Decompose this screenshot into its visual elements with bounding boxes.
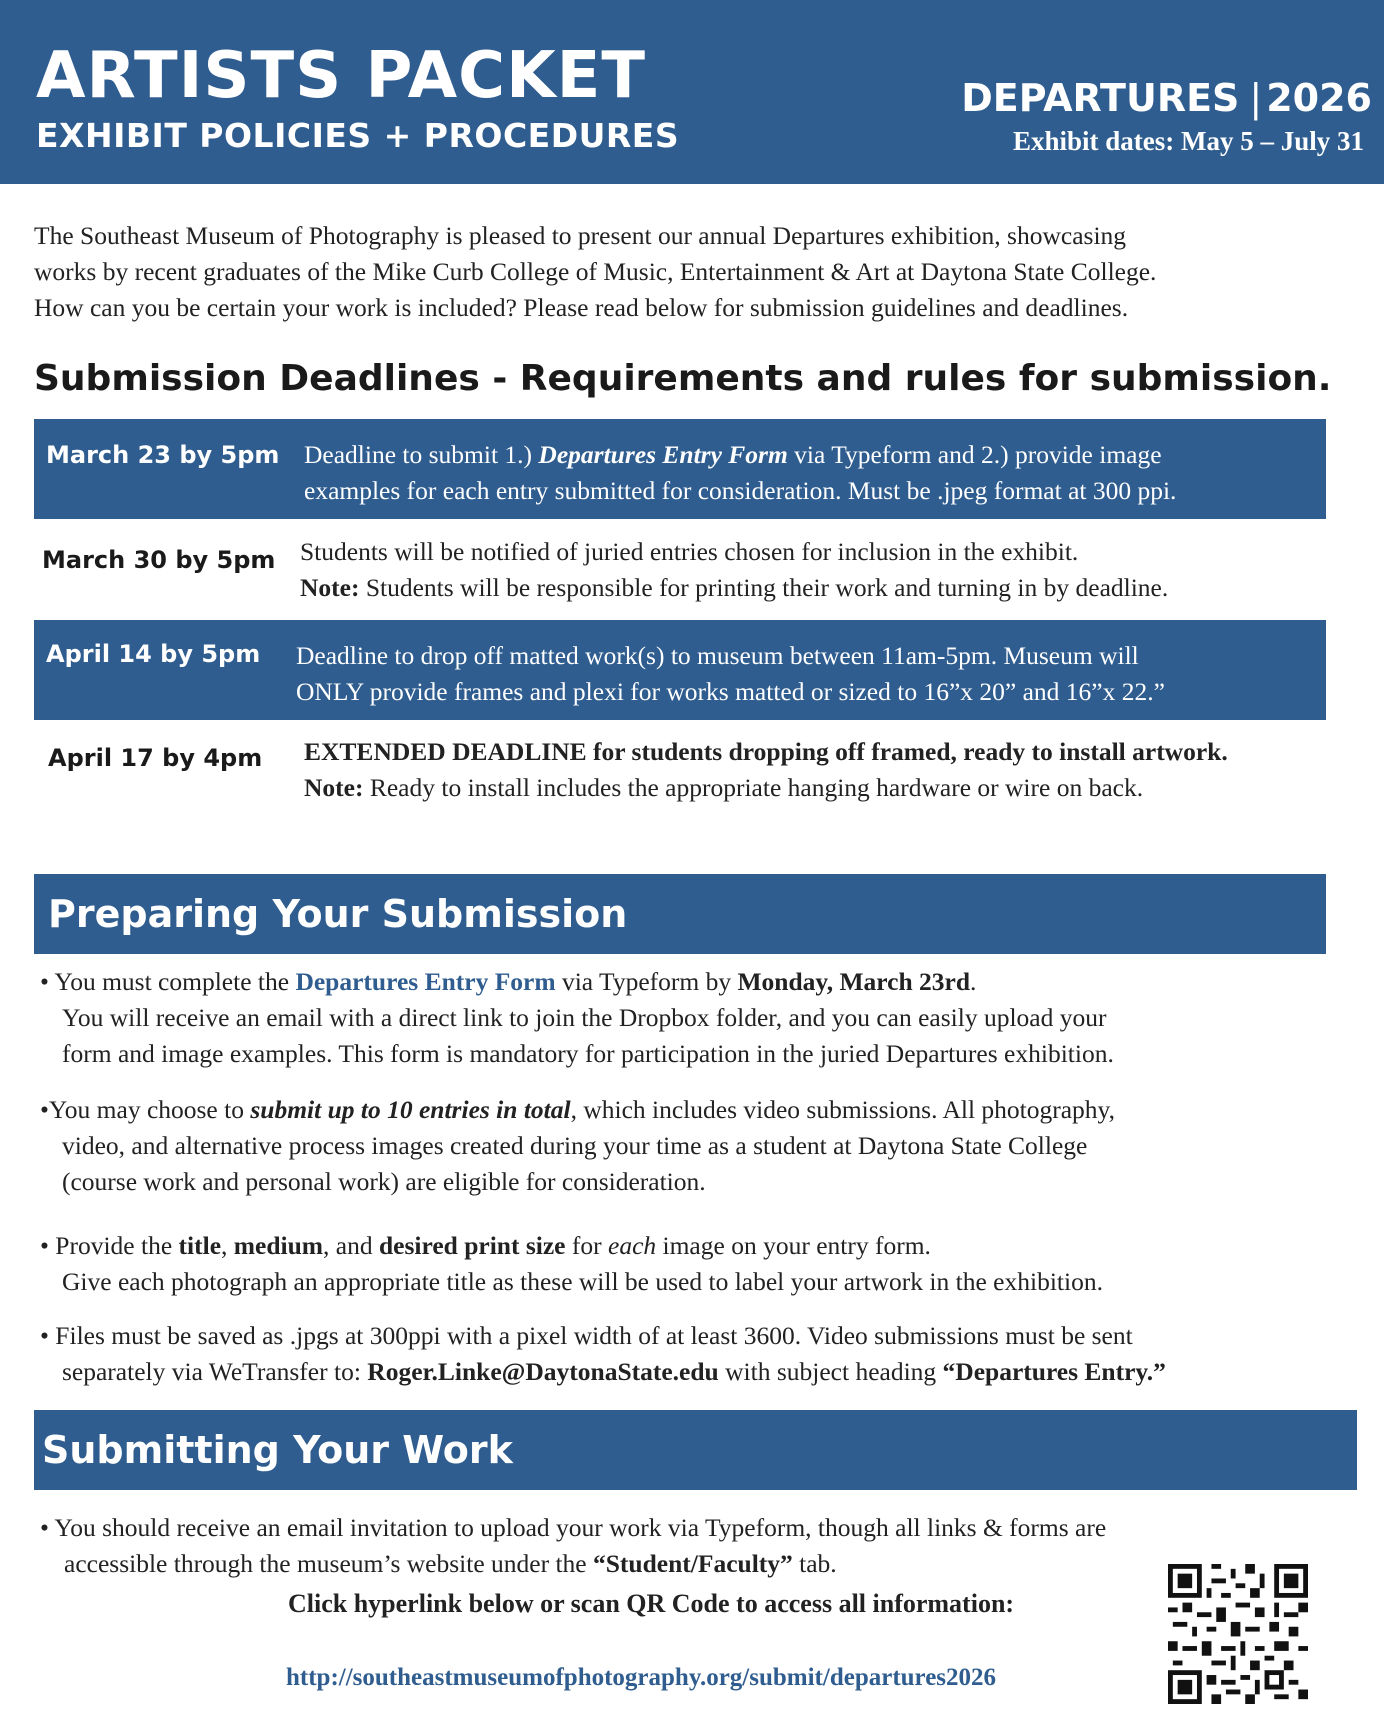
exhibit-dates: Exhibit dates: May 5 – July 31	[1012, 126, 1364, 156]
deadline-description: Deadline to drop off matted work(s) to museum between 11am-5pm. Museum will ONLY provide frames and plexi for works matted or sized to 16”x 20” and 16”x 22.”	[296, 641, 1165, 706]
intro-line: works by recent graduates of the Mike Curb College of Music, Entertainment & Art at Daytona State College.	[34, 257, 1157, 286]
list-item: •You may choose to submit up to 10 entries in total, which includes video submissions. All photography, video, and alternative process images created during your time as a student at Daytona State College (course work and personal work) are eligible for consideration.	[40, 1095, 1116, 1196]
deadline-row	[34, 419, 1326, 519]
qr-code-icon[interactable]	[1168, 1564, 1308, 1704]
intro-line: The Southeast Museum of Photography is pleased to present our annual Departures exhibition, showcasing	[34, 221, 1127, 250]
list-item: • You should receive an email invitation to upload your work via Typeform, though all links & forms are accessible through the museum’s website under the “Student/Faculty” tab.	[40, 1513, 1107, 1578]
intro-paragraph	[34, 218, 1364, 326]
deadlines-heading: Submission Deadlines - Requirements and rules for submission.	[34, 358, 1332, 399]
list-item: • Provide the title, medium, and desired print size for each image on your entry form. Give each photograph an appropriate title as these will be used to label your artwork in the exhibition.	[40, 1231, 1103, 1296]
entry-form-name: Departures Entry Form	[538, 440, 788, 469]
deadline-date: March 23 by 5pm	[46, 441, 280, 469]
header-banner	[0, 0, 1384, 184]
event-year: 2026	[1266, 76, 1372, 120]
deadline-description: EXTENDED DEADLINE for students dropping off framed, ready to install artwork. Note: Ready to install includes the appropriate hanging hardware or wire on back.	[304, 737, 1228, 802]
section-title: Submitting Your Work	[42, 1428, 513, 1472]
page-title: ARTISTS PACKET	[36, 39, 647, 113]
deadline-date: March 30 by 5pm	[42, 546, 276, 574]
note-label: Note:	[304, 773, 364, 802]
event-title	[961, 74, 1372, 122]
intro-line: How can you be certain your work is included? Please read below for submission guidelines and deadlines.	[34, 293, 1129, 322]
page-subtitle: EXHIBIT POLICIES + PROCEDURES	[36, 116, 680, 155]
deadline-row	[34, 620, 1326, 720]
deadline-description: Deadline to submit 1.) Departures Entry Form via Typeform and 2.) provide image examples for each entry submitted for consideration. Must be .jpeg format at 300 ppi.	[304, 440, 1177, 505]
list-item: • Files must be saved as .jpgs at 300ppi with a pixel width of at least 3600. Video submissions must be sent separately via WeTransfer to: Roger.Linke@DaytonaState.edu with subject heading “Departures Entry.”	[40, 1321, 1166, 1386]
section-title: Preparing Your Submission	[48, 892, 628, 936]
list-item: • You must complete the Departures Entry Form via Typeform by Monday, March 23rd. You will receive an email with a direct link to join the Dropbox folder, and you can easily upload your form and image examples. This form is mandatory for participation in the juried Departures exhibition.	[40, 967, 1114, 1068]
event-name: DEPARTURES	[961, 76, 1240, 120]
deadline-row	[34, 732, 1326, 812]
contact-email[interactable]: Roger.Linke@DaytonaState.edu	[367, 1357, 719, 1386]
deadline-date: April 14 by 5pm	[46, 640, 261, 668]
deadline-description: Students will be notified of juried entries chosen for inclusion in the exhibit. Note: Students will be responsible for printing their work and turning in by deadline.	[300, 537, 1169, 602]
info-hyperlink[interactable]: http://southeastmuseumofphotography.org/submit/departures2026	[286, 1664, 997, 1691]
section-header-preparing	[34, 874, 1326, 954]
qr-instructions: Click hyperlink below or scan QR Code to access all information:	[288, 1589, 1015, 1618]
deadline-date: April 17 by 4pm	[48, 744, 263, 772]
section-header-submitting	[34, 1410, 1357, 1490]
event-separator: |	[1249, 76, 1263, 120]
note-label: Note:	[300, 573, 360, 602]
entry-form-link[interactable]: Departures Entry Form	[295, 967, 556, 996]
deadline-row	[34, 532, 1326, 612]
